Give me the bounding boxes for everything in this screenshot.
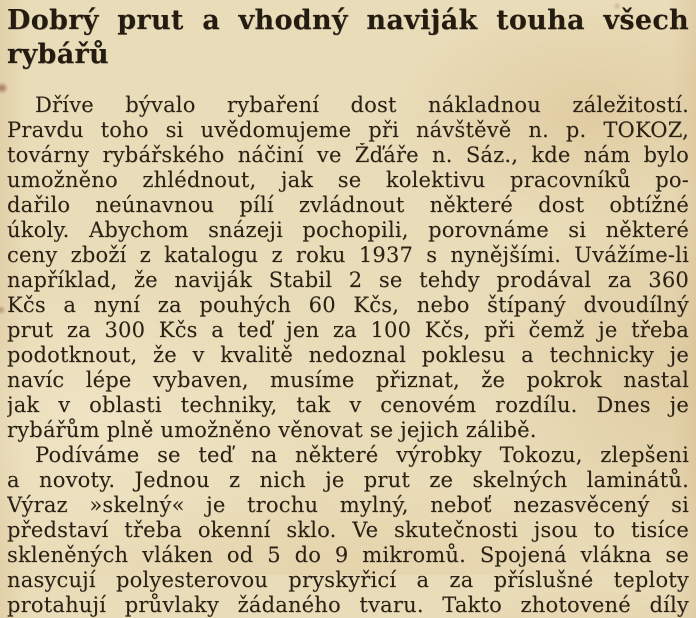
body-text-line: představí třeba okenní sklo. Ve skutečnosti jsou to tisíce bbox=[7, 518, 689, 542]
body-text-line: podotknout, že v kvalitě nedoznal poklesu a technicky je bbox=[7, 343, 689, 367]
body-text-line: Dříve bývalo rybaření dost nákladnou záležitostí. bbox=[35, 93, 689, 117]
body-text-line: umožněno zhlédnout, jak se kolektivu pracovníků po- bbox=[7, 168, 689, 192]
body-text-line: úkoly. Abychom snázeji pochopili, porovnáme si některé bbox=[7, 218, 689, 242]
body-text-line: Výraz »skelný« je trochu mylný, neboť nezasvěcený si bbox=[7, 493, 689, 517]
body-text-line: továrny rybářského náčiní ve Žďáře n. Sáz., kde nám bylo bbox=[7, 143, 689, 167]
body-text-line: jak v oblasti techniky, tak v cenovém rozdílu. Dnes je bbox=[7, 393, 689, 417]
body-text-line: navíc lépe vybaven, musíme přiznat, že pokrok nastal bbox=[7, 368, 689, 392]
body-text-line: rybářům plně umožněno věnovat se jejich zálibě. bbox=[7, 418, 537, 442]
article-title: Dobrý prut a vhodný naviják touha všech rybářů bbox=[7, 5, 689, 70]
body-text-line: například, že naviják Stabil 2 se tehdy prodával za 360 bbox=[7, 268, 689, 292]
body-text-line: protahují průvlaky žádaného tvaru. Takto zhotovené díly bbox=[7, 593, 689, 617]
body-text-line: dařilo neúnavnou pílí zvládnout některé dost obtížné bbox=[7, 193, 689, 217]
body-text-line: skleněných vláken od 5 do 9 mikromů. Spojená vlákna se bbox=[7, 543, 689, 567]
body-text-line: prut za 300 Kčs a teď jen za 100 Kčs, při čemž je třeba bbox=[7, 318, 689, 342]
article-body bbox=[7, 93, 689, 618]
body-text-line: Kčs a nyní za pouhých 60 Kčs, nebo štípaný dvoudílný bbox=[7, 293, 689, 317]
body-text-line: Pravdu toho si uvědomujeme při návštěvě n. p. TOKOZ, bbox=[7, 118, 689, 142]
body-text-line: a novoty. Jednou z nich je prut ze skelných laminátů. bbox=[7, 468, 689, 492]
body-text-line: nasycují polyesterovou pryskyřicí a za příslušné teploty bbox=[7, 568, 689, 592]
body-text-line: ceny zboží z katalogu z roku 1937 s nynějšími. Uvážíme-li bbox=[7, 243, 689, 267]
body-text-line: Podíváme se teď na některé výrobky Tokozu, zlepšeni bbox=[35, 443, 689, 467]
